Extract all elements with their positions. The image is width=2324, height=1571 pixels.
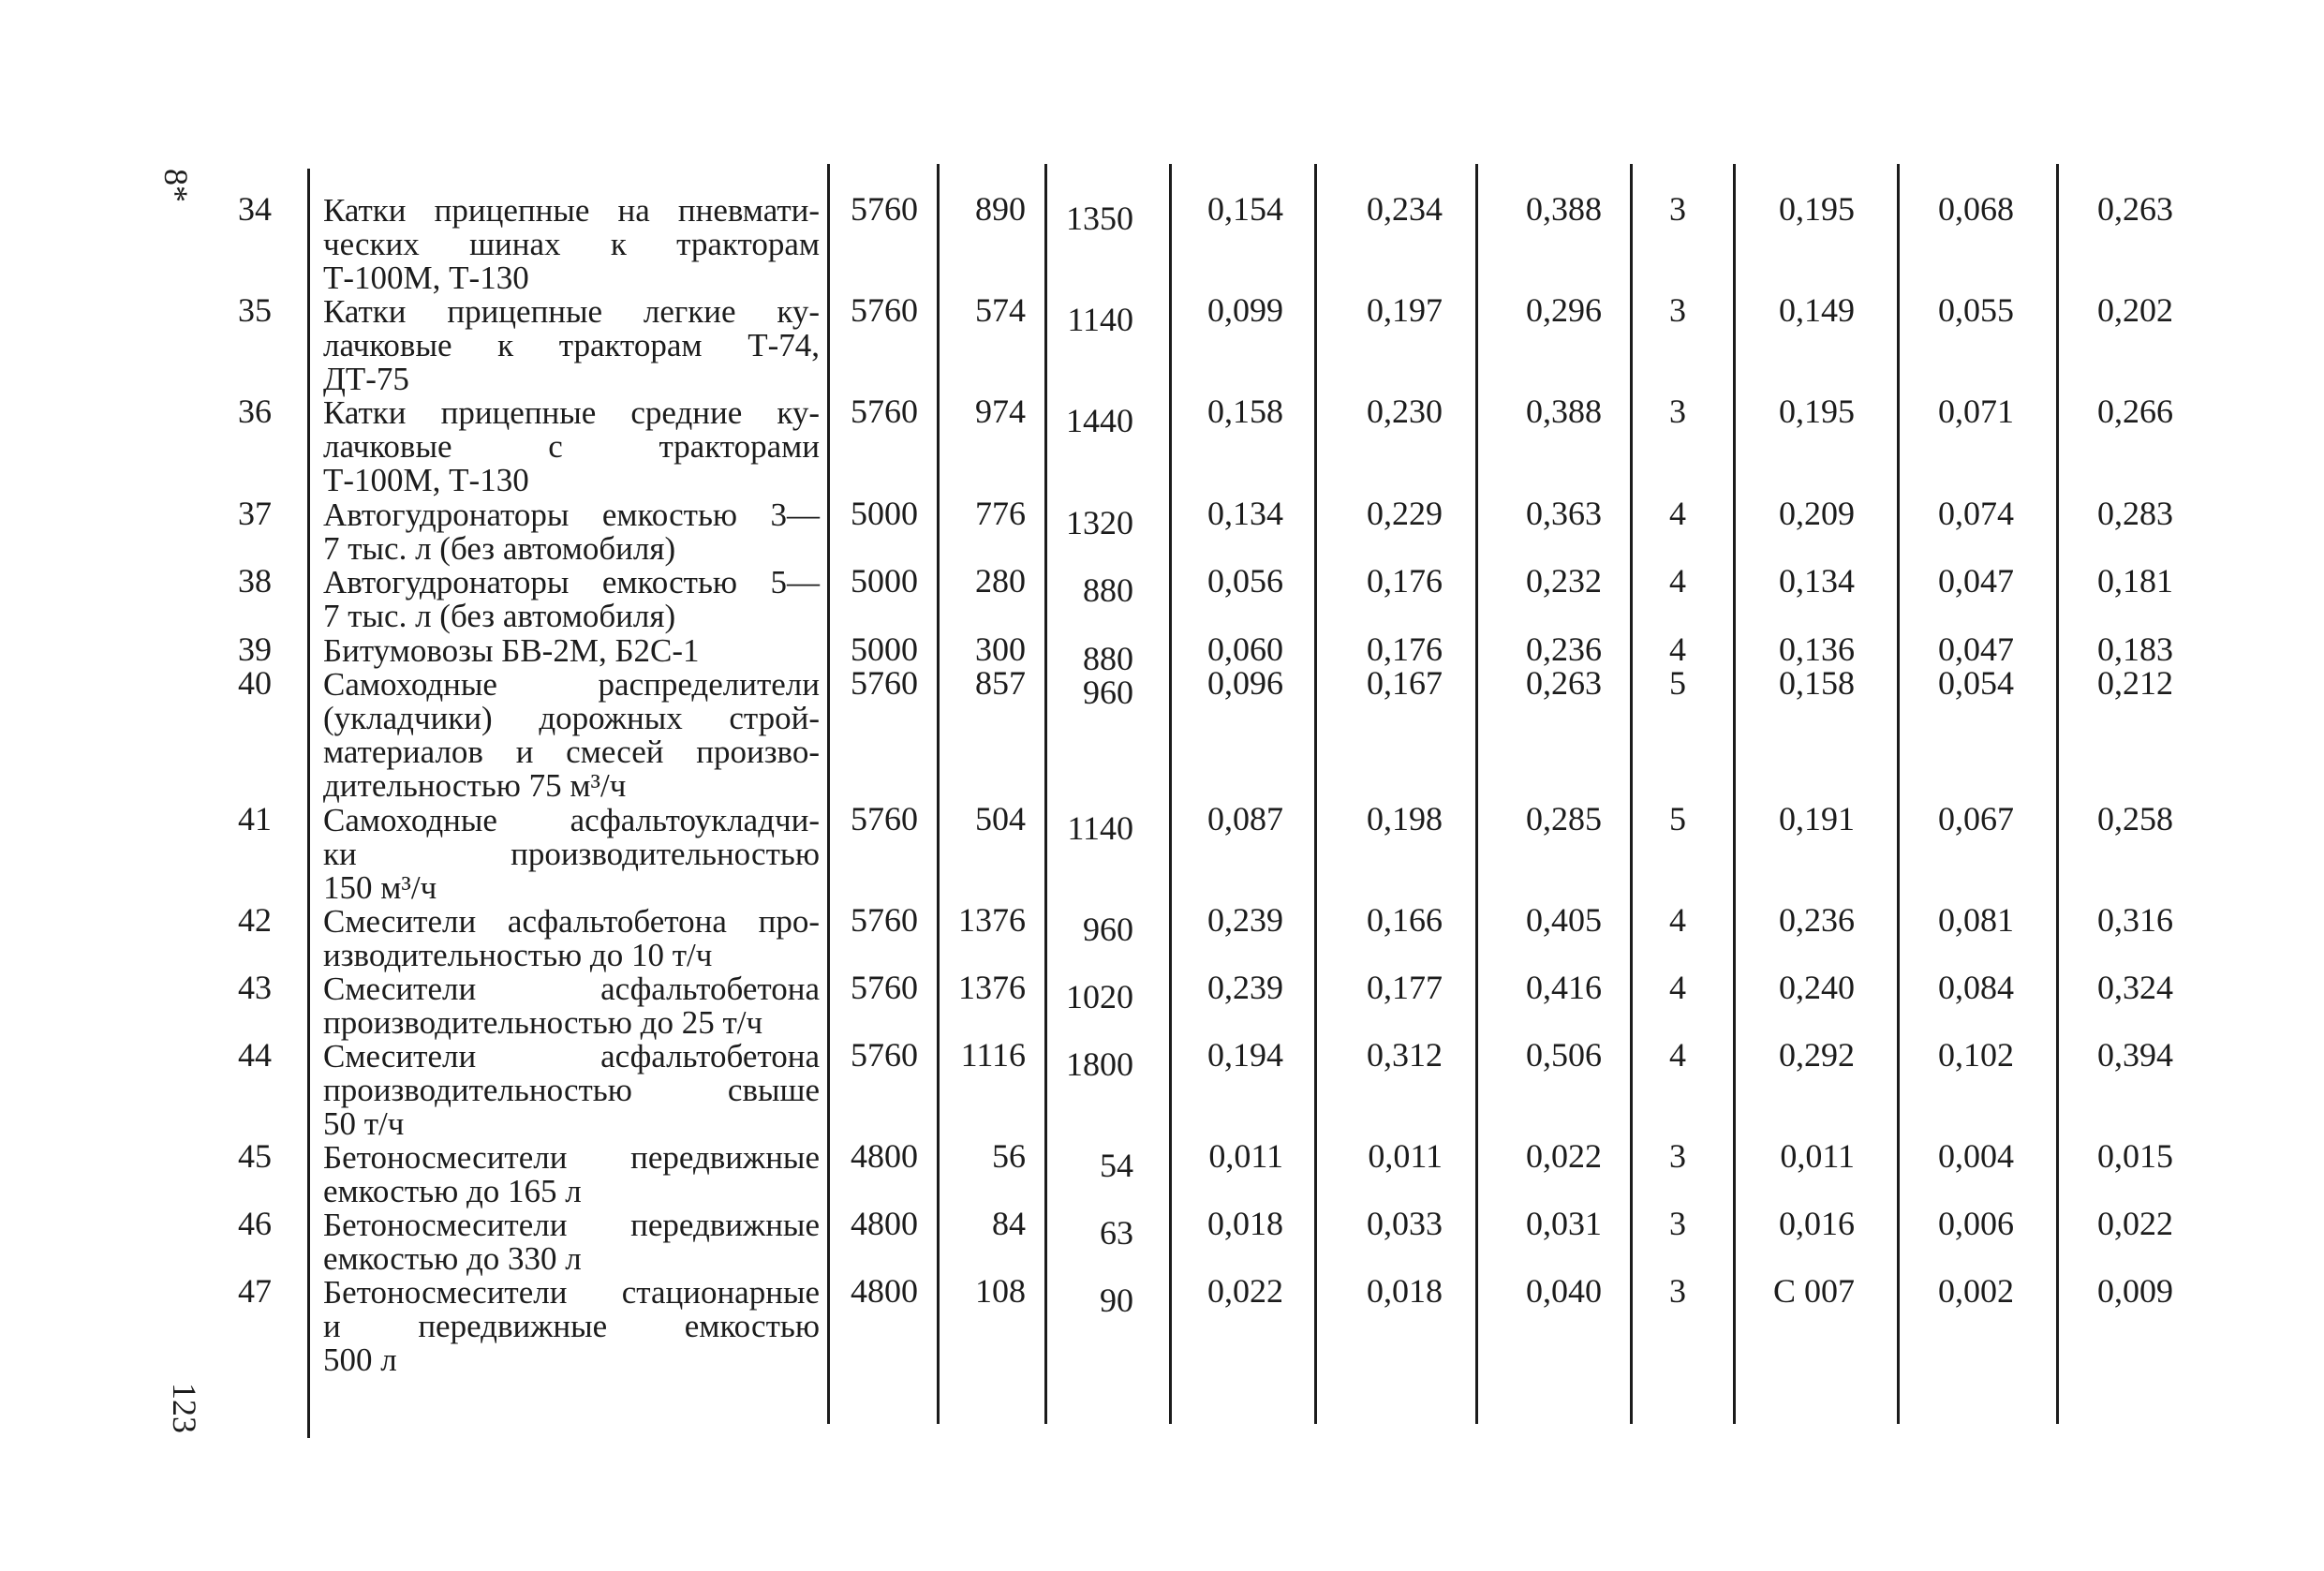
description-line: изводительностью до 10 т/ч bbox=[323, 937, 713, 973]
value-cell: 5760 bbox=[851, 664, 918, 702]
value-cell: 857 bbox=[975, 664, 1026, 702]
value-cell: 0,004 bbox=[1938, 1137, 2014, 1175]
description-line: производительностью свыше bbox=[323, 1072, 820, 1108]
value-cell: 0,236 bbox=[1779, 901, 1855, 939]
value-cell: 0,068 bbox=[1938, 190, 2014, 228]
value-cell: 4800 bbox=[851, 1205, 918, 1242]
description-line: лачковые с тракторами bbox=[323, 428, 820, 465]
value-cell: 0,363 bbox=[1526, 495, 1602, 532]
value-cell: 0,312 bbox=[1367, 1036, 1443, 1074]
value-cell: 0,181 bbox=[2097, 562, 2173, 600]
row-number: 44 bbox=[238, 1036, 272, 1074]
value-cell: 0,134 bbox=[1779, 562, 1855, 600]
row-number: 42 bbox=[238, 901, 272, 939]
description-line: ческих шинах к тракторам bbox=[323, 226, 820, 262]
row-number: 45 bbox=[238, 1137, 272, 1175]
value-cell: 960 bbox=[1083, 911, 1133, 948]
value-cell: 0,055 bbox=[1938, 291, 2014, 329]
value-cell: 300 bbox=[975, 630, 1026, 668]
row-number: 46 bbox=[238, 1205, 272, 1242]
signature-mark: 8* bbox=[157, 169, 195, 202]
value-cell: 54 bbox=[1100, 1147, 1133, 1184]
value-cell: 3 bbox=[1669, 1137, 1686, 1175]
value-cell: 0,136 bbox=[1779, 630, 1855, 668]
value-cell: 0,040 bbox=[1526, 1272, 1602, 1310]
description-line: 500 л bbox=[323, 1341, 397, 1378]
machine-description bbox=[323, 498, 820, 566]
description-line: Катки прицепные легкие ку- bbox=[323, 293, 820, 330]
value-cell: 1350 bbox=[1066, 200, 1133, 237]
value-cell: 0,195 bbox=[1779, 393, 1855, 430]
value-cell: 90 bbox=[1100, 1282, 1133, 1319]
value-cell: 0,283 bbox=[2097, 495, 2173, 532]
description-line: Бетоносмесители передвижные bbox=[323, 1139, 820, 1176]
machine-description bbox=[323, 634, 820, 668]
value-cell: 0,258 bbox=[2097, 800, 2173, 837]
row-number: 36 bbox=[238, 393, 272, 430]
description-line: Самоходные распределители bbox=[323, 666, 820, 703]
value-cell: 5 bbox=[1669, 664, 1686, 702]
value-cell: 5760 bbox=[851, 1036, 918, 1074]
value-cell: 1116 bbox=[960, 1036, 1026, 1074]
value-cell: 5000 bbox=[851, 630, 918, 668]
row-number: 40 bbox=[238, 664, 272, 702]
value-cell: 0,056 bbox=[1207, 562, 1283, 600]
value-cell: 5760 bbox=[851, 800, 918, 837]
value-cell: 0,022 bbox=[1207, 1272, 1283, 1310]
description-line: Смесители асфальтобетона bbox=[323, 1038, 820, 1075]
value-cell: 0,324 bbox=[2097, 969, 2173, 1006]
value-cell: 5760 bbox=[851, 393, 918, 430]
value-cell: 0,022 bbox=[1526, 1137, 1602, 1175]
value-cell: 1440 bbox=[1066, 402, 1133, 439]
value-cell: 0,194 bbox=[1207, 1036, 1283, 1074]
value-cell: 880 bbox=[1083, 571, 1133, 609]
value-cell: 0,033 bbox=[1367, 1205, 1443, 1242]
value-cell: 0,071 bbox=[1938, 393, 2014, 430]
machine-description bbox=[323, 1141, 820, 1208]
row-number: 39 bbox=[238, 630, 272, 668]
description-line: лачковые к тракторам Т-74, bbox=[323, 327, 820, 363]
value-cell: 0,081 bbox=[1938, 901, 2014, 939]
value-cell: 0,236 bbox=[1526, 630, 1602, 668]
description-line: (укладчики) дорожных строй- bbox=[323, 700, 820, 736]
value-cell: 0,198 bbox=[1367, 800, 1443, 837]
value-cell: 4800 bbox=[851, 1137, 918, 1175]
machine-description bbox=[323, 668, 820, 803]
value-cell: 5760 bbox=[851, 291, 918, 329]
value-cell: 5760 bbox=[851, 901, 918, 939]
value-cell: 0,011 bbox=[1368, 1137, 1443, 1175]
column-rule bbox=[1733, 164, 1736, 1424]
value-cell: 63 bbox=[1100, 1214, 1133, 1252]
description-line: Битумовозы БВ-2М, Б2С-1 bbox=[323, 632, 700, 669]
value-cell: 0,166 bbox=[1367, 901, 1443, 939]
description-line: Бетоносмесители стационарные bbox=[323, 1274, 820, 1311]
value-cell: 0,011 bbox=[1780, 1137, 1855, 1175]
column-rule bbox=[1630, 164, 1633, 1424]
value-cell: С 007 bbox=[1772, 1272, 1855, 1310]
value-cell: 0,316 bbox=[2097, 901, 2173, 939]
column-rule bbox=[307, 169, 310, 1438]
machine-description bbox=[323, 1276, 820, 1377]
description-line: и передвижные емкостью bbox=[323, 1308, 820, 1344]
value-cell: 0,266 bbox=[2097, 393, 2173, 430]
machine-description bbox=[323, 396, 820, 497]
value-cell: 0,239 bbox=[1207, 901, 1283, 939]
description-line: Т-100М, Т-130 bbox=[323, 462, 529, 498]
value-cell: 0,006 bbox=[1938, 1205, 2014, 1242]
column-rule bbox=[2056, 164, 2059, 1424]
value-cell: 0,197 bbox=[1367, 291, 1443, 329]
row-number: 38 bbox=[238, 562, 272, 600]
machine-description bbox=[323, 295, 820, 396]
value-cell: 0,054 bbox=[1938, 664, 2014, 702]
value-cell: 4 bbox=[1669, 630, 1686, 668]
description-line: 7 тыс. л (без автомобиля) bbox=[323, 598, 676, 634]
value-cell: 0,195 bbox=[1779, 190, 1855, 228]
value-cell: 0,232 bbox=[1526, 562, 1602, 600]
value-cell: 0,230 bbox=[1367, 393, 1443, 430]
machine-description bbox=[323, 1208, 820, 1276]
description-line: ДТ-75 bbox=[323, 361, 409, 397]
description-line: Катки прицепные средние ку- bbox=[323, 394, 820, 431]
value-cell: 4 bbox=[1669, 495, 1686, 532]
row-number: 41 bbox=[238, 800, 272, 837]
description-line: Автогудронаторы емкостью 5— bbox=[323, 564, 820, 600]
value-cell: 880 bbox=[1083, 640, 1133, 677]
value-cell: 0,060 bbox=[1207, 630, 1283, 668]
row-number: 34 bbox=[238, 190, 272, 228]
description-line: Бетоносмесители передвижные bbox=[323, 1207, 820, 1243]
description-line: емкостью до 165 л bbox=[323, 1173, 582, 1209]
description-line: Смесители асфальтобетона bbox=[323, 971, 820, 1007]
value-cell: 0,212 bbox=[2097, 664, 2173, 702]
value-cell: 0,102 bbox=[1938, 1036, 2014, 1074]
value-cell: 1140 bbox=[1067, 301, 1133, 338]
value-cell: 1020 bbox=[1066, 978, 1133, 1015]
value-cell: 0,018 bbox=[1367, 1272, 1443, 1310]
description-line: производительностью до 25 т/ч bbox=[323, 1004, 763, 1041]
description-line: материалов и смесей произво- bbox=[323, 734, 820, 770]
column-rule bbox=[1897, 164, 1900, 1424]
value-cell: 0,394 bbox=[2097, 1036, 2173, 1074]
value-cell: 0,176 bbox=[1367, 630, 1443, 668]
description-line: дительностью 75 м³/ч bbox=[323, 767, 627, 804]
machine-description bbox=[323, 804, 820, 905]
value-cell: 0,047 bbox=[1938, 562, 2014, 600]
row-number: 43 bbox=[238, 969, 272, 1006]
value-cell: 0,177 bbox=[1367, 969, 1443, 1006]
machine-description bbox=[323, 566, 820, 633]
value-cell: 1320 bbox=[1066, 504, 1133, 541]
description-line: 50 т/ч bbox=[323, 1105, 405, 1142]
value-cell: 1376 bbox=[958, 969, 1026, 1006]
value-cell: 4 bbox=[1669, 901, 1686, 939]
value-cell: 0,209 bbox=[1779, 495, 1855, 532]
value-cell: 280 bbox=[975, 562, 1026, 600]
value-cell: 0,022 bbox=[2097, 1205, 2173, 1242]
value-cell: 0,292 bbox=[1779, 1036, 1855, 1074]
machine-description bbox=[323, 194, 820, 295]
value-cell: 0,416 bbox=[1526, 969, 1602, 1006]
description-line: Смесители асфальтобетона про- bbox=[323, 903, 820, 940]
value-cell: 4800 bbox=[851, 1272, 918, 1310]
value-cell: 0,002 bbox=[1938, 1272, 2014, 1310]
value-cell: 3 bbox=[1669, 393, 1686, 430]
value-cell: 0,016 bbox=[1779, 1205, 1855, 1242]
value-cell: 776 bbox=[975, 495, 1026, 532]
value-cell: 0,015 bbox=[2097, 1137, 2173, 1175]
value-cell: 574 bbox=[975, 291, 1026, 329]
value-cell: 0,047 bbox=[1938, 630, 2014, 668]
value-cell: 0,087 bbox=[1207, 800, 1283, 837]
row-number: 37 bbox=[238, 495, 272, 532]
value-cell: 0,134 bbox=[1207, 495, 1283, 532]
value-cell: 0,388 bbox=[1526, 190, 1602, 228]
value-cell: 3 bbox=[1669, 291, 1686, 329]
description-line: Автогудронаторы емкостью 3— bbox=[323, 496, 820, 533]
column-rule bbox=[1475, 164, 1478, 1424]
value-cell: 504 bbox=[975, 800, 1026, 837]
value-cell: 56 bbox=[992, 1137, 1026, 1175]
value-cell: 0,096 bbox=[1207, 664, 1283, 702]
value-cell: 0,154 bbox=[1207, 190, 1283, 228]
value-cell: 3 bbox=[1669, 190, 1686, 228]
value-cell: 3 bbox=[1669, 1205, 1686, 1242]
value-cell: 1376 bbox=[958, 901, 1026, 939]
value-cell: 0,158 bbox=[1779, 664, 1855, 702]
description-line: 7 тыс. л (без автомобиля) bbox=[323, 530, 676, 567]
value-cell: 0,099 bbox=[1207, 291, 1283, 329]
machine-description bbox=[323, 1040, 820, 1141]
value-cell: 0,263 bbox=[1526, 664, 1602, 702]
value-cell: 0,149 bbox=[1779, 291, 1855, 329]
column-rule bbox=[1314, 164, 1317, 1424]
value-cell: 0,285 bbox=[1526, 800, 1602, 837]
value-cell: 0,202 bbox=[2097, 291, 2173, 329]
value-cell: 0,183 bbox=[2097, 630, 2173, 668]
value-cell: 0,009 bbox=[2097, 1272, 2173, 1310]
value-cell: 0,234 bbox=[1367, 190, 1443, 228]
value-cell: 0,018 bbox=[1207, 1205, 1283, 1242]
value-cell: 0,388 bbox=[1526, 393, 1602, 430]
machine-description bbox=[323, 905, 820, 972]
value-cell: 0,263 bbox=[2097, 190, 2173, 228]
value-cell: 0,067 bbox=[1938, 800, 2014, 837]
description-line: Т-100М, Т-130 bbox=[323, 259, 529, 296]
value-cell: 0,167 bbox=[1367, 664, 1443, 702]
value-cell: 0,031 bbox=[1526, 1205, 1602, 1242]
row-number: 47 bbox=[238, 1272, 272, 1310]
value-cell: 5760 bbox=[851, 969, 918, 1006]
value-cell: 0,176 bbox=[1367, 562, 1443, 600]
value-cell: 974 bbox=[975, 393, 1026, 430]
value-cell: 1140 bbox=[1067, 809, 1133, 847]
value-cell: 0,011 bbox=[1208, 1137, 1283, 1175]
value-cell: 0,158 bbox=[1207, 393, 1283, 430]
description-line: 150 м³/ч bbox=[323, 869, 437, 906]
description-line: емкостью до 330 л bbox=[323, 1240, 582, 1277]
value-cell: 0,084 bbox=[1938, 969, 2014, 1006]
value-cell: 3 bbox=[1669, 1272, 1686, 1310]
value-cell: 0,191 bbox=[1779, 800, 1855, 837]
value-cell: 1800 bbox=[1066, 1045, 1133, 1083]
value-cell: 0,074 bbox=[1938, 495, 2014, 532]
value-cell: 0,240 bbox=[1779, 969, 1855, 1006]
value-cell: 5 bbox=[1669, 800, 1686, 837]
machine-description bbox=[323, 972, 820, 1040]
value-cell: 890 bbox=[975, 190, 1026, 228]
page-number: 123 bbox=[166, 1383, 203, 1433]
value-cell: 5000 bbox=[851, 495, 918, 532]
description-line: ки производительностью bbox=[323, 836, 820, 872]
value-cell: 5760 bbox=[851, 190, 918, 228]
value-cell: 4 bbox=[1669, 1036, 1686, 1074]
value-cell: 5000 bbox=[851, 562, 918, 600]
value-cell: 0,296 bbox=[1526, 291, 1602, 329]
value-cell: 0,405 bbox=[1526, 901, 1602, 939]
value-cell: 960 bbox=[1083, 674, 1133, 711]
row-number: 35 bbox=[238, 291, 272, 329]
value-cell: 108 bbox=[975, 1272, 1026, 1310]
value-cell: 4 bbox=[1669, 969, 1686, 1006]
value-cell: 0,506 bbox=[1526, 1036, 1602, 1074]
description-line: Катки прицепные на пневмати- bbox=[323, 192, 820, 229]
value-cell: 84 bbox=[992, 1205, 1026, 1242]
value-cell: 0,229 bbox=[1367, 495, 1443, 532]
value-cell: 0,239 bbox=[1207, 969, 1283, 1006]
value-cell: 4 bbox=[1669, 562, 1686, 600]
description-line: Самоходные асфальтоукладчи- bbox=[323, 802, 820, 838]
